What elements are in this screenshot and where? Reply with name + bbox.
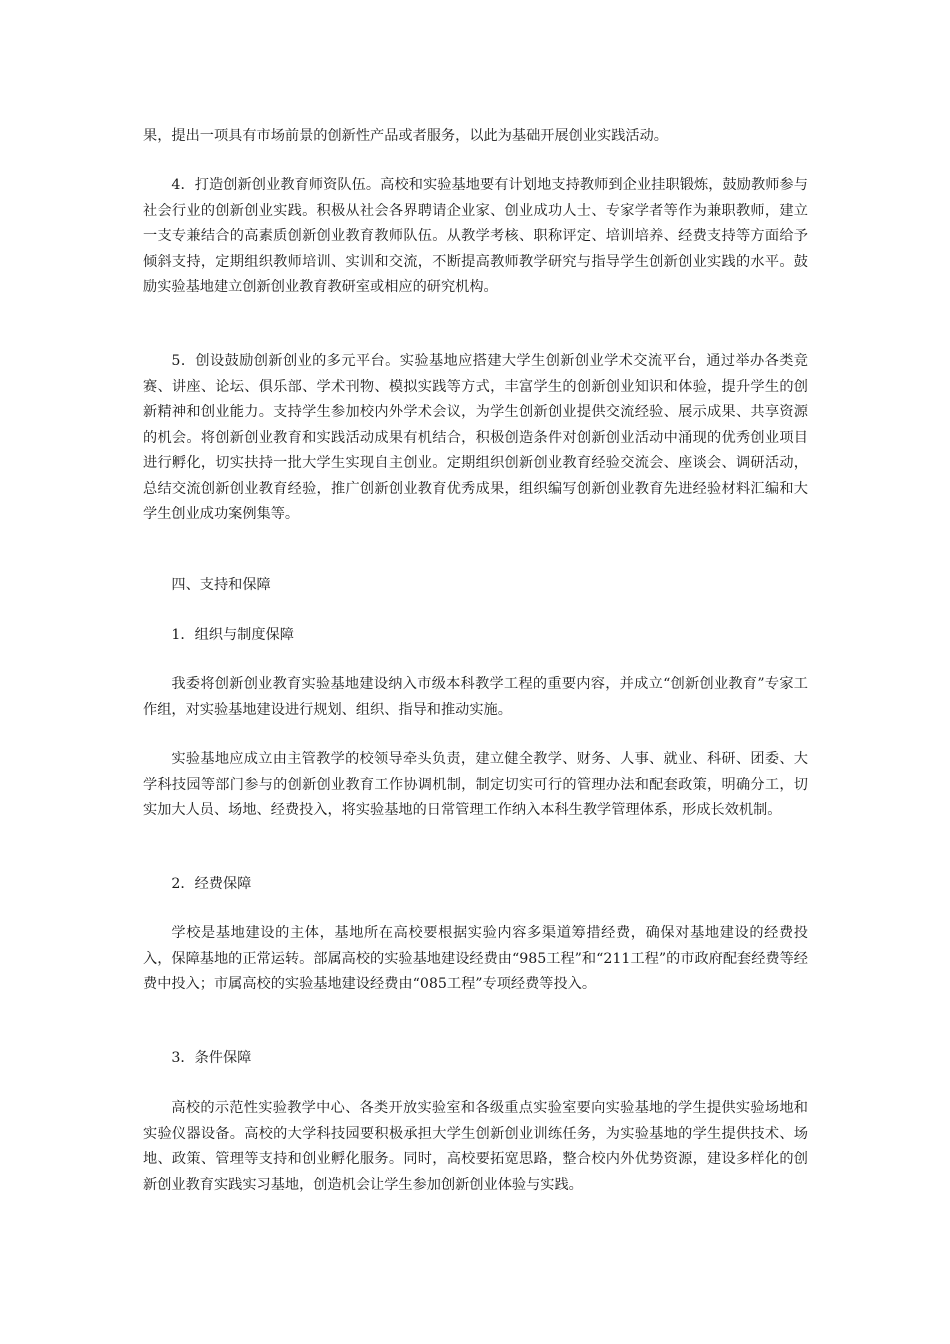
subheading-conditions: 3．条件保障 [171, 1050, 252, 1066]
paragraph-committee: 我委将创新创业教育实验基地建设纳入市级本科教学工程的重要内容，并成立“创新创业教育”专家工作组，对实验基地建设进行规划、组织、指导和推动实施。 [143, 676, 808, 718]
section-heading-support: 四、支持和保障 [171, 577, 271, 593]
paragraph-platform: 5．创设鼓励创新创业的多元平台。实验基地应搭建大学生创新创业学术交流平台，通过举办各类竞赛、讲座、论坛、俱乐部、学术刊物、模拟实践等方式，丰富学生的创新创业知识和体验，提升学生的创新精神和创业能力。支持学生参加校内外学术会议，为学生创新创业提供交流经验、展示成果、共享资源的机会。将创新创业教育和实践活动成果有机结合，积极创造条件对创新创业活动中涌现的优秀创业项目进行孵化，切实扶持一批大学生实现自主创业。定期组织创新创业教育经验交流会、座谈会、调研活动，总结交流创新创业教育经验，推广创新创业教育优秀成果，组织编写创新创业教育先进经验材料汇编和大学生创业成功案例集等。 [143, 353, 808, 522]
paragraph-funding: 学校是基地建设的主体，基地所在高校要根据实验内容多渠道筹措经费，确保对基地建设的经费投入，保障基地的正常运转。部属高校的实验基地建设经费由“985工程”和“211工程”的市政府配套经费等经费中投入；市属高校的实验基地建设经费由“085工程”专项经费等投入。 [143, 925, 808, 992]
paragraph-continuation: 果，提出一项具有市场前景的创新性产品或者服务，以此为基础开展创业实践活动。 [143, 128, 668, 144]
subheading-funding: 2．经费保障 [171, 876, 252, 892]
subheading-organization: 1．组织与制度保障 [171, 627, 294, 643]
paragraph-leadership: 实验基地应成立由主管教学的校领导牵头负责，建立健全教学、财务、人事、就业、科研、团委、大学科技园等部门参与的创新创业教育工作协调机制，制定切实可行的管理办法和配套政策，明确分工，切实加大人员、场地、经费投入，将实验基地的日常管理工作纳入本科生教学管理体系，形成长效机制。 [143, 751, 808, 818]
paragraph-conditions: 高校的示范性实验教学中心、各类开放实验室和各级重点实验室要向实验基地的学生提供实验场地和实验仪器设备。高校的大学科技园要积极承担大学生创新创业训练任务，为实验基地的学生提供技术、场地、政策、管理等支持和创业孵化服务。同时，高校要拓宽思路，整合校内外优势资源，建设多样化的创新创业教育实践实习基地，创造机会让学生参加创新创业体验与实践。 [143, 1100, 808, 1193]
paragraph-faculty-team: 4．打造创新创业教育师资队伍。高校和实验基地要有计划地支持教师到企业挂职锻炼，鼓励教师参与社会行业的创新创业实践。积极从社会各界聘请企业家、创业成功人士、专家学者等作为兼职教师，建立一支专兼结合的高素质创新创业教育教师队伍。从教学考核、职称评定、培训培养、经费支持等方面给予倾斜支持，定期组织教师培训、实训和交流，不断提高教师教学研究与指导学生创新创业实践的水平。鼓励实验基地建立创新创业教育教研室或相应的研究机构。 [143, 177, 808, 295]
